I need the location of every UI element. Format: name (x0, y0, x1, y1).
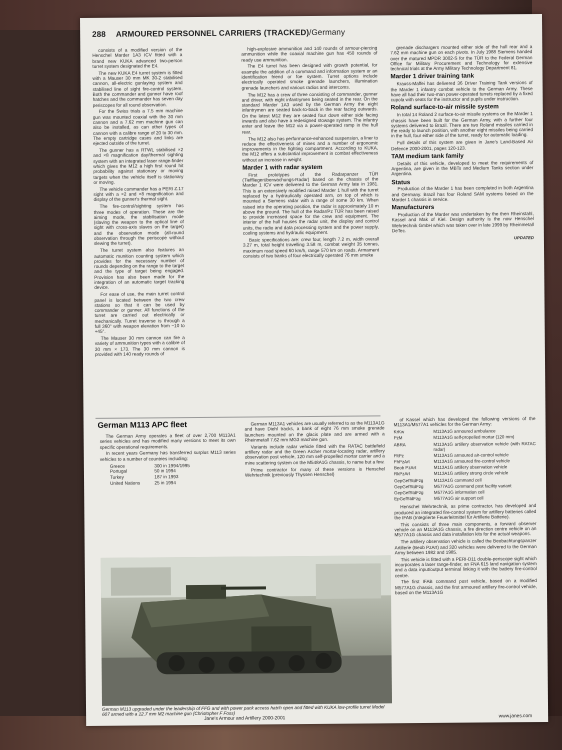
text-column-3 (390, 44, 534, 242)
paragraph: This vehicle is fitted with a PERI-D11 double-periscope sight which incorporates a laser range-finder, an FNA 615 land navigation system and a data input/output terminal linking it with the battery fire-control centre. (394, 555, 537, 578)
m113-vehicle-photo (101, 555, 392, 706)
paragraph: For ease of use, the main turret control panel is located between the two crew stations so that it can be used by commander or gunner. All functions of the turret are carried out electrically or mechanically. Turret traverse is through a full 360° with weapon elevation from −10 to +45°. (94, 291, 185, 335)
table-row: Beob PzArt M113A1G artillery observation vehicle (393, 464, 508, 471)
variant-table (394, 428, 537, 502)
paragraph: consists of a modified version of the Henschel Marder 1A3 ICV fitted with a brand new KUKA advanced two-person turret system designated the E4. (92, 47, 183, 69)
paragraph: Production of the Marder was undertaken by the then Rheinstahl, Kassel and Mak of Kiel. Design authority is the now Henschel Wehrtechnik GmbH which was taken over in late 1999 by Rheinmetall DeTec. (391, 211, 534, 234)
heading-roland: Roland surface-to-air missile system (390, 103, 499, 112)
section-title: ARMOURED PERSONNEL CARRIERS (TRACKED) (115, 28, 310, 39)
page-header (92, 26, 532, 44)
table-row: United Nations 25 in 1994 (110, 479, 176, 486)
table-row: EpGefStdFzg M577A1G air support cell (394, 495, 484, 502)
paragraph: of Kassel which has developed the following versions of the M113A1/M577A1 vehicles for the German Army: (393, 416, 536, 428)
table-row: KrKw M113A1G armoured ambulance (393, 428, 496, 435)
m113-vehicle-illustration (101, 555, 392, 706)
paragraph: First prototypes of the Radarpanzer TÜR (Tieffliegerüberwachungs-Radar) based on the chassis of the Marder 1 ICV were delivered to the German Army late in 1981. This is an extensively modified raised Marder 1 hull with the turret replaced by a hydraulically operated arm, on top of which is mounted a Siemens radar with a range of some 30 km. When raised into the operating position, the radar is approximately 10 m above the ground. The hull of the Radar/Pz TÜR has been raised to provide increased space for the crew and equipment. The interior of the hull houses the radar unit, the display and control units, the radio and data processing system and the power supply, cooling systems and hydraulic equipment. (242, 171, 379, 236)
paragraph: The M12 has a crew of three consisting of commander, gunner and driver, with eight infantrymen being seated in the rear. On the standard Marder 1A3 used by the German Army the eight infantrymen are seated back-to-back in the rear facing outwards. On the latest M12 they are seated four down either side facing inwards and also have a redesigned stowage system. The infantry enter and leave the M12 via a power-operated ramp in the hull rear. (241, 90, 378, 135)
table-row: RkPzArt M113A1G artillery strong circle vehicle (393, 470, 509, 477)
footer-publication: Jane's Armour and Artillery 2000-2001 (204, 716, 286, 722)
m113-box-title: German M113 APC fleet (97, 420, 188, 430)
photo-caption: German M113 upgraded under the leadership of FFG and with power pack access hatch open and fitted with KUKA low-profile turret Model 607 armed with a 12.7 mm M2 machine gun (Christopher F Foss) (102, 704, 385, 718)
page-number: 288 (92, 29, 106, 39)
paragraph: Krauss-Maffei has delivered 36 Driver Training Tank versions of the Marder 1 infantry combat vehicle to the German Army. These have all had their two-man power-operated turrets replaced by a fixed cupola with seats for the instructor and pupils under instruction. (390, 80, 533, 103)
table-row: Turkey 187 in 1993 (109, 474, 179, 480)
paragraph: The fire-control/sighting system has three modes of operation. These are the aiming mode, the stabilisation mode (slaving the weapon to the optical line of sight with cross-axis slaves on the target) and the observation mode (all-round observation through the periscope without slewing the turret). (93, 203, 184, 247)
paragraph: The gunner has a RTWL stabilised ×2 and ×8 magnification day/thermal sighting system with an integrated laser range-finder which gives the M12 a high first round hit probability against stationary or moving targets when the vehicle itself is stationary or moving. (93, 147, 184, 185)
paragraph: Basic specifications are: crew four, length 7.2 m, width overall 3.27 m, total height travelling 3.58 m, combat weight 35 tonnes, maximum road speed 60 km/h, range 570 km on roads. Armament consists of two banks of four electrically operated 76 mm smoke (242, 236, 380, 259)
paragraph: German M113A1 vehicles are usually referred to as the M113A1G and have Diehl tracks, a bank of eight 76 mm smoke grenade launchers mounted on the glacis plate and are armed with a Rheinmetall 7.62 mm MG3 machine gun. (244, 420, 385, 443)
table-row: GepGefStdFzg M577A1G information cell (394, 489, 485, 496)
paragraph: In recent years Germany has transferred surplus M113 series vehicles to a number of countries including: (99, 450, 236, 462)
paragraph: Production of the Marder 1 has been completed in both Argentina and Germany. Brazil has four Roland SAM systems based on the Marder 1 chassis in service. (391, 185, 534, 203)
paragraph: The M12 also has performance-enhanced suspension, a liner to reduce the effectiveness of mines and a number of ergonomic improvements in the fighting compartment. According to KUKA, the M12 offers a substantial improvement in combat effectiveness without an increase in weight. (242, 134, 379, 163)
text-column-2 (241, 45, 379, 260)
paragraph: The first IFAB command post vehicle, based on a modified M577A1G chassis, and the first armoured artillery fire-control vehicle, based on the M113A1G (394, 578, 537, 596)
table-row: Greece 300 in 1994/1995 (109, 462, 190, 469)
paragraph: The vehicle commander has a PERI Z.17 sight with a ×2 and ×8 magnification and display of the gunner's thermal sight. (93, 185, 184, 203)
table-row: GepGefStdFzg M113A1G command cell (394, 477, 482, 483)
paragraph: Full details of this system are given in Jane's Land-Based Air Defence 2000-2001, pages 120-123. (391, 139, 534, 151)
table-row: Portugal 50 in 1994 (109, 468, 176, 475)
paragraph: The artillery observation vehicle is called the Beobachtungspanzer Artillerie (Beob PzArt) and 320 vehicles were delivered to the German Army between 1982 and 1985. (394, 538, 537, 556)
country-transfer-table (100, 462, 236, 486)
heading-driver-training: Marder 1 driver training tank (390, 73, 475, 81)
paragraph: The Mauser 30 mm cannon can fire a variety of ammunition types with a calibre of 30 mm × 173. The 30 mm cannon is provided with 140 ready rounds of (94, 335, 185, 357)
paragraph: Variants include radar vehicle fitted with the RATAC battlefield artillery radar and the Green Archer mortar-locating radar, artillery observation post vehicle, 120 mm self-propelled mortar carrier and a mine scattering system on the M548A1G chassis, to name but a few. (244, 443, 385, 466)
table-row: GepGefStdFzg M577A1G command post facility variant (394, 482, 512, 489)
paragraph: For the Swiss trials a 7.5 mm machine gun was mounted coaxial with the 30 mm cannon and a 7.62 mm machine gun can also be installed, as can other types of cannon with a calibre range of 20 to 30 mm. The empty cartridge cases and links are ejected outside of the turret. (92, 108, 184, 147)
table-row: FhPzArt M113A1G armoured fire-control vehicle (393, 458, 510, 465)
book-page (80, 14, 548, 726)
heading-radar: Marder 1 with radar system (242, 163, 323, 172)
footer-url: www.janes.com (498, 714, 533, 720)
m113-column-1 (100, 433, 236, 489)
paragraph: Henschel Wehrtechnik, as prime contractor, has developed and produced an integrated fire-control system for artillery batteries called the IFAB (Integrierte Feuerleitmittel für Artillerie Batterie). (394, 503, 537, 521)
text-column-1 (92, 47, 185, 359)
heading-manufacturers: Manufacturers (391, 204, 435, 212)
paragraph: The new KUKA E4 turret system is fitted with a Mauser 30 mm MK 30-2 stabilised cannon, all-electric gunlaying system and stabilised line of sight fire-control system. Both the commander and gunner have roof hatches and the commander has seven day periscopes for all round observation. (92, 69, 183, 108)
paragraph: Details of this vehicle, developed to meet the requirements of Argentina, are given in the MBTs and Medium Tanks section under Argentina. (391, 159, 534, 177)
paragraph: The E4 turret has been designed with growth potential, for example the addition of a command and information system or an identification friend or foe system. Turret options include electrically operated smoke grenade launchers, illumination grenade launchers and various radios and intercoms. (241, 62, 378, 91)
m113-column-2 (245, 420, 385, 479)
heading-tam: TAM medium tank family (391, 152, 464, 161)
updated-label: UPDATED (513, 235, 534, 241)
box-divider (95, 415, 380, 418)
table-row: FltPz M113A1G armoured air-control vehicle (393, 452, 509, 459)
paragraph: grenade dischargers mounted either side of the hull rear and a 7.62 mm machine gun on each pivots. In July 1988 Siemens handed over the matured MPDR 3002-S for the TÜR to the Federal German Office for Military Procurement and Technology for extensive technical trials at the Army Military Technology Department 81. (390, 44, 533, 72)
table-row: PzM M113A1G self-propelled mortar (120 mm) (393, 434, 515, 441)
table-row: ABRA M113A1G artillery observation vehicle (with RATAC radar) (393, 440, 536, 452)
section-subtitle: /Germany (309, 27, 346, 38)
paragraph: In total 14 Roland 2 surface-to-air missile systems on the Marder 1 chassis have been built for the German Army, with a further four systems delivered to Brazil. There are two Roland missiles carried in the ready to launch position, with another eight missiles being carried in the hull, four either side of the turret, ready for automatic loading. (390, 111, 534, 139)
paragraph: The turret system also features an automatic munition counting system which provides for the necessary number of rounds depending on the range to the target and the type of target being engaged. Provision has also been made for the integration of an automatic target tracking device. (94, 247, 185, 291)
paragraph: The German Army operates a fleet of over 2,700 M113A1 series vehicles and has modified many versions to meet its own specific operational requirements. (99, 432, 236, 450)
paragraph: This consists of three main components, a forward observer vehicle on an M113A1G chassis, a fire direction centre vehicle on an M577A1G chassis and data installation kits for the actual weapons. (394, 520, 537, 538)
paragraph: high-explosive ammunition and 140 rounds of armour-piercing ammunition while the coaxial machine gun has 450 rounds of ready use ammunition. (241, 45, 378, 63)
heading-status: Status (391, 178, 411, 186)
paragraph: Prime contractor for many of these versions is Henschel Wehrtechnik (previously Thyssen Henschel) (244, 465, 385, 478)
m113-column-3 (393, 416, 537, 597)
